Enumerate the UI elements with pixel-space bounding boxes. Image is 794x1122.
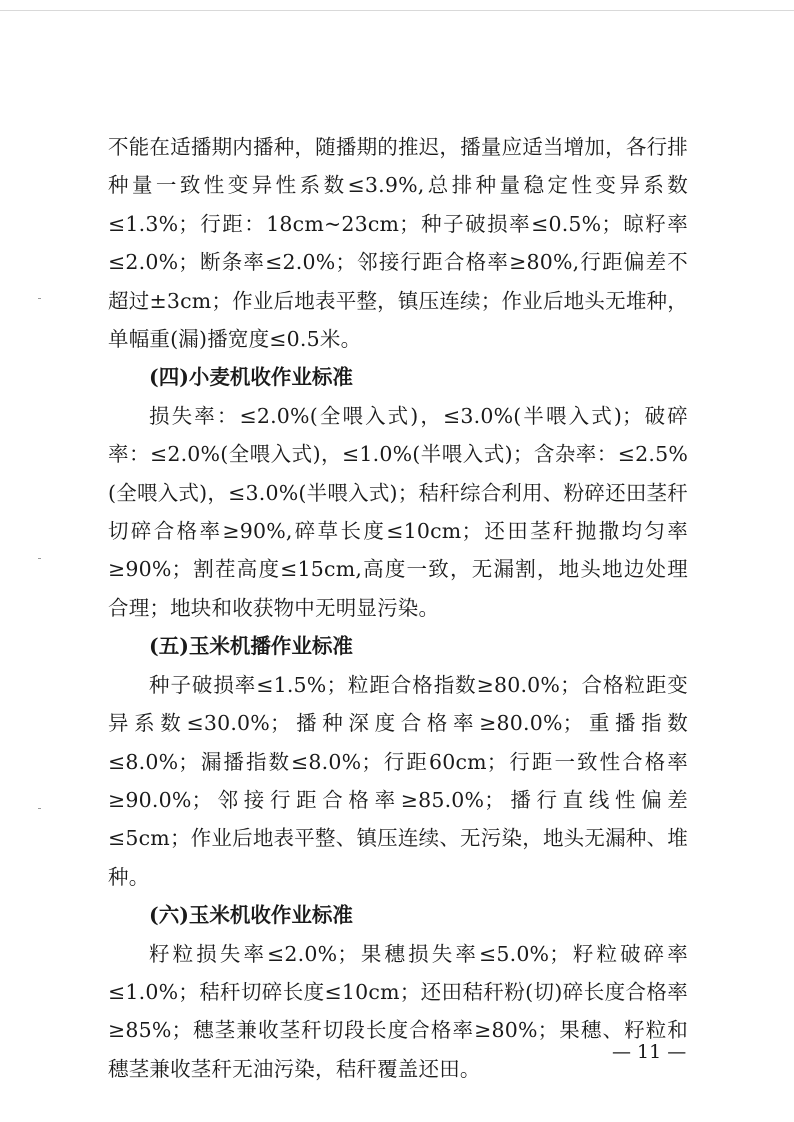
page-number: — 11 — — [612, 1041, 687, 1063]
scan-mark — [38, 808, 41, 809]
section-heading-corn-seeding: (五)玉米机播作业标准 — [149, 634, 353, 659]
section-heading-corn-harvest: (六)玉米机收作业标准 — [149, 903, 353, 928]
paragraph-wheat-harvest-standards: 损失率：≤2.0%(全喂入式)，≤3.0%(半喂入式)；破碎率：≤2.0%(全喂入式)，≤1.0%(半喂入式)；含杂率：≤2.5%(全喂入式)，≤3.0%(半喂入式)；秸秆综合利用、粉碎还田茎秆切碎合格率≥90%,碎草长度≤10cm；还田茎秆抛撒均匀率≥90%；割茬高度≤15cm,高度一致，无漏割，地头地边处理合理；地块和收获物中无明显污染。 — [108, 403, 688, 620]
scan-mark — [38, 558, 41, 559]
scan-mark — [38, 298, 41, 299]
section-heading-wheat-harvest: (四)小麦机收作业标准 — [149, 365, 353, 390]
top-border-line — [0, 10, 794, 11]
paragraph-corn-seeding-standards: 种子破损率≤1.5%；粒距合格指数≥80.0%；合格粒距变异系数≤30.0%；播种深度合格率≥80.0%；重播指数≤8.0%；漏播指数≤8.0%；行距60cm；行距一致性合格率≥90.0%；邻接行距合格率≥85.0%；播行直线性偏差≤5cm；作业后地表平整、镇压连续、无污染，地头无漏种、堆种。 — [108, 672, 688, 889]
paragraph-seeding-standards: 不能在适播期内播种，随播期的推迟，播量应适当增加，各行排种量一致性变异性系数≤3.9%,总排种量稳定性变异系数≤1.3%；行距：18cm~23cm；种子破损率≤0.5%；晾籽率≤2.0%；断条率≤2.0%；邻接行距合格率≥80%,行距偏差不超过±3cm；作业后地表平整，镇压连续；作业后地头无堆种，单幅重(漏)播宽度≤0.5米。 — [108, 135, 688, 352]
paragraph-corn-harvest-standards: 籽粒损失率≤2.0%；果穗损失率≤5.0%；籽粒破碎率≤1.0%；秸秆切碎长度≤10cm；还田秸秆粉(切)碎长度合格率≥85%；穗茎兼收茎秆切段长度合格率≥80%；果穗、籽粒和穗茎兼收茎秆无油污染，秸秆覆盖还田。 — [108, 941, 688, 1081]
document-body — [108, 128, 688, 1088]
